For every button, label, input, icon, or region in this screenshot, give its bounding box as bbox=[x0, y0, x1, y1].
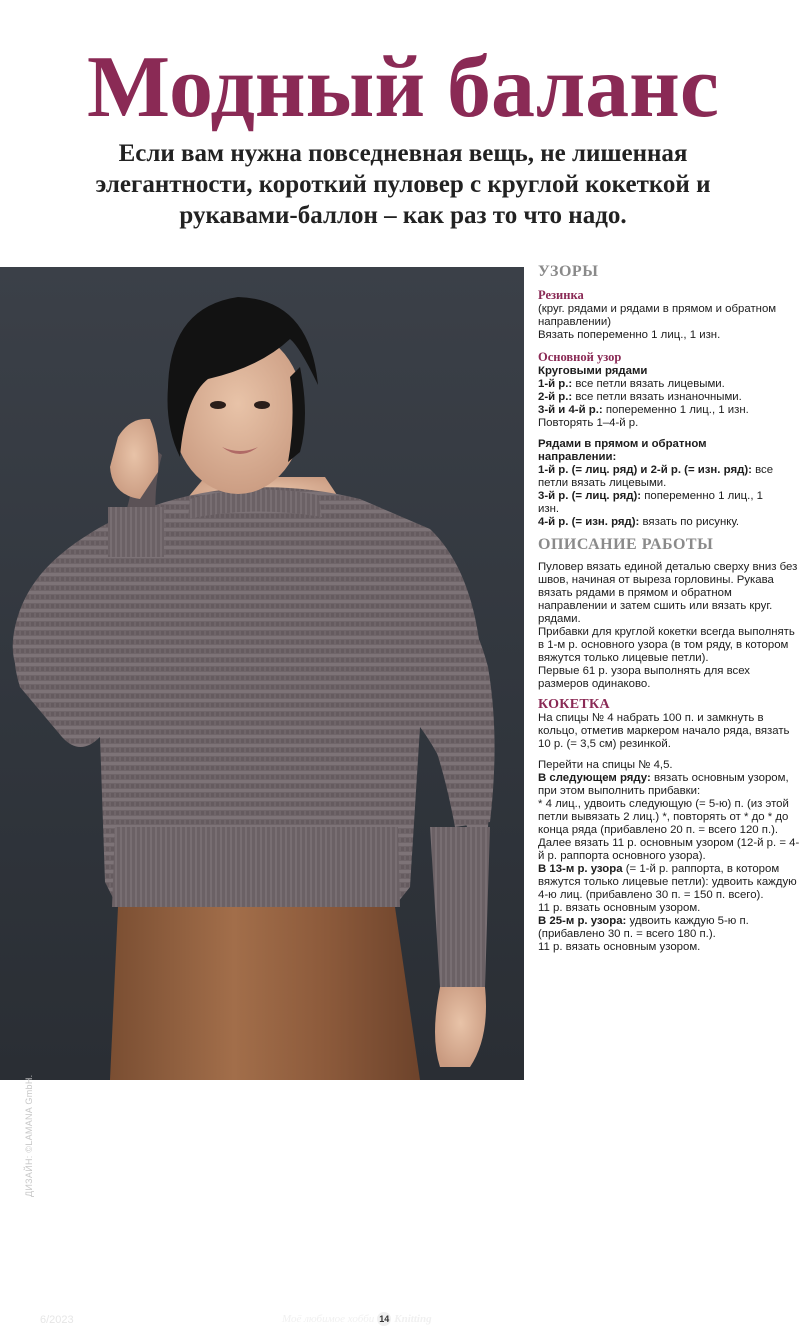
yoke-heading: КОКЕТКА bbox=[538, 697, 610, 712]
main-pattern-title: Основной узор bbox=[538, 350, 622, 364]
patterns-heading: УЗОРЫ bbox=[538, 263, 599, 280]
round-repeat: Повторять 1–4-й р. bbox=[538, 417, 639, 429]
description-text: Пуловер вязать единой деталью сверху вниз без швов, начиная от выреза горловины. Рукава вязать рядами в прямом и обратном направлении и затем сшить или вязать круг. рядами. Прибавки для круглой кокетки всегда выполнять в 1-м р. основного узора (в том ряду, в котором вяжутся только лицевые петли). Первые 61 р. узора выполнять для всех размеров одинаково. bbox=[538, 561, 798, 690]
page-number: 14 bbox=[379, 1314, 390, 1324]
lead-paragraph: Если вам нужна повседневная вещь, не лишенная элегантности, короткий пуловер с круглой кокеткой и рукавами-баллон – как раз то что надо. bbox=[95, 140, 711, 229]
round-row-3: 3-й и 4-й р.: попеременно 1 лиц., 1 изн. bbox=[538, 404, 749, 416]
flat-title: Рядами в прямом и обратном направлении: bbox=[538, 438, 707, 463]
yoke-intro: На спицы № 4 набрать 100 п. и замкнуть в кольцо, отметив маркером начало ряда, вязать 10 р. (= 3,5 см) резинкой. bbox=[538, 712, 790, 750]
flat-row-3: 4-й р. (= изн. ряд): вязать по рисунку. bbox=[538, 516, 740, 528]
sweater-illustration bbox=[0, 267, 524, 1080]
issue-date: 6/2023 bbox=[40, 1314, 74, 1326]
brand-right-text: Knitting bbox=[394, 1313, 432, 1325]
yoke-switch: Перейти на спицы № 4,5. bbox=[538, 759, 673, 771]
page-title: Модный баланс bbox=[87, 39, 719, 136]
yoke-next-row: В следующем ряду: вязать основным узором, при этом выполнить прибавки: * 4 лиц., удвоить следующую (= 5-ю) п. (из этой петли вывязать 2 лиц.) *, повторять от * до * до конца ряда (прибавлено 20 п. = всего 120 п.). Далее вязать 11 р. основным узором (12-й р. = 4-й р. раппорта основного узора). bbox=[538, 772, 800, 862]
rib-title: Резинка bbox=[538, 288, 584, 302]
round-title: Круговыми рядами bbox=[538, 365, 648, 377]
round-row-1: 1-й р.: все петли вязать лицевыми. bbox=[538, 378, 725, 390]
instructions-column bbox=[538, 262, 800, 954]
model-photo bbox=[0, 267, 524, 1326]
description-heading: ОПИСАНИЕ РАБОТЫ bbox=[538, 536, 714, 553]
flat-row-1: 1-й р. (= лиц. ряд) и 2-й р. (= изн. ряд): все петли вязать лицевыми. bbox=[538, 464, 774, 489]
brand-left-text: Моё любимое хобби bbox=[282, 1313, 375, 1325]
yoke-row-13: В 13-м р. узора (= 1-й р. раппорта, в котором вяжутся только лицевые петли): удвоить каждую 4-ю лиц. (прибавлено 30 п. = 150 п. всего). 11 р. вязать основным узором. bbox=[538, 863, 797, 914]
footer-brand bbox=[282, 1312, 432, 1326]
photo-credit: ДИЗАЙН: ©LAMANA GmbH. bbox=[24, 1074, 34, 1197]
round-row-2: 2-й р.: все петли вязать изнаночными. bbox=[538, 391, 742, 403]
yoke-row-25: В 25-м р. узора: удвоить каждую 5-ю п. (прибавлено 30 п. = всего 180 п.). 11 р. вязать основным узором. bbox=[538, 915, 749, 953]
rib-text: (круг. рядами и рядами в прямом и обратном направлении) Вязать попеременно 1 лиц., 1 изн. bbox=[538, 303, 777, 341]
flat-row-2: 3-й р. (= лиц. ряд): попеременно 1 лиц., 1 изн. bbox=[538, 490, 763, 515]
